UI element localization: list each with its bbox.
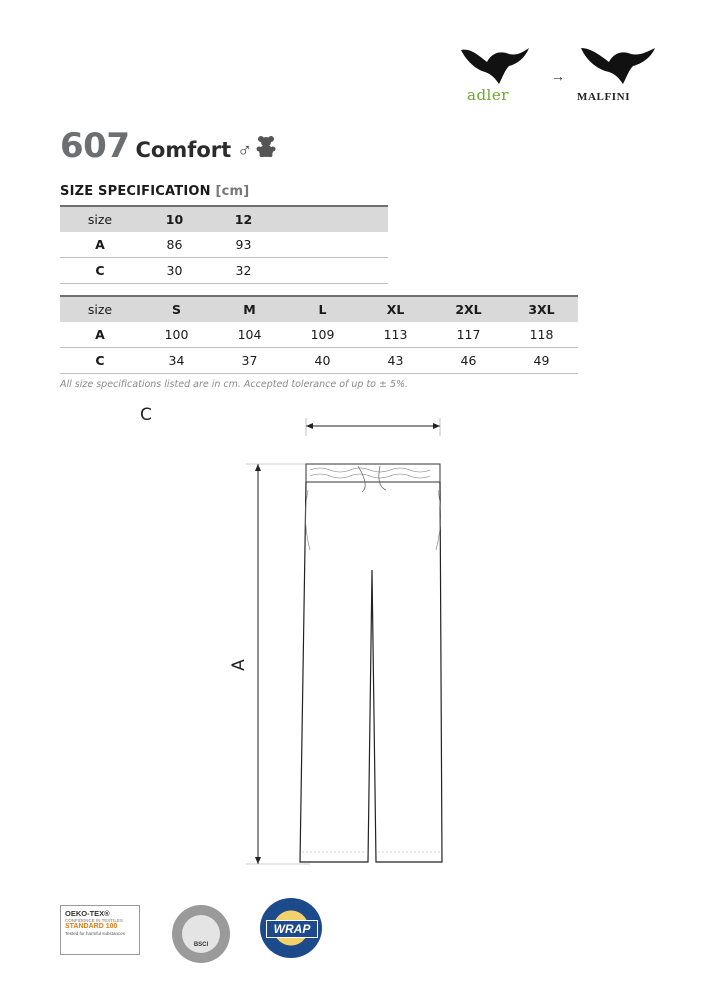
adler-bird-logo <box>459 42 531 87</box>
product-code: 607 <box>60 126 130 166</box>
oeko-line4: Tested for harmful substances <box>65 931 126 936</box>
value-cell: 104 <box>213 322 286 348</box>
adler-logo-text: adler <box>467 86 509 104</box>
dimension-a-label: A <box>228 659 249 671</box>
row-label: A <box>60 232 140 258</box>
value-cell: 113 <box>359 322 432 348</box>
wrap-badge <box>260 898 322 958</box>
male-symbol-icon: ♂ <box>237 140 253 162</box>
oeko-line3: STANDARD 100 <box>65 923 118 930</box>
value-cell: 86 <box>140 232 209 258</box>
size-header-cell: size <box>60 206 140 232</box>
malfini-bird-logo <box>579 42 657 87</box>
value-cell: 93 <box>209 232 278 258</box>
table-row <box>60 348 578 374</box>
kids-size-table <box>60 205 388 284</box>
product-name: Comfort <box>135 138 232 162</box>
oeko-line1: OEKO-TEX® <box>65 909 110 918</box>
malfini-logo-text: MALFINI <box>577 91 631 103</box>
size-specification-heading <box>60 184 249 199</box>
size-cell: XL <box>359 296 432 322</box>
table-row <box>60 232 388 258</box>
value-cell: 43 <box>359 348 432 374</box>
oeko-tex-badge <box>60 905 140 955</box>
arrow-icon: → <box>551 68 565 84</box>
row-label: C <box>60 348 140 374</box>
tolerance-note: All size specifications listed are in cm. Accepted tolerance of up to ± 5%. <box>60 379 409 390</box>
value-cell: 37 <box>213 348 286 374</box>
size-cell: 3XL <box>505 296 578 322</box>
bsci-text: BSCI <box>182 915 220 953</box>
adult-size-table <box>60 295 578 374</box>
row-label: C <box>60 258 140 284</box>
value-cell: 49 <box>505 348 578 374</box>
value-cell: 32 <box>209 258 278 284</box>
size-cell: 12 <box>209 206 278 232</box>
size-cell: S <box>140 296 213 322</box>
trousers-diagram <box>230 400 490 870</box>
table-row <box>60 258 388 284</box>
table-header-row <box>60 206 388 232</box>
size-cell: M <box>213 296 286 322</box>
value-cell: 117 <box>432 322 505 348</box>
value-cell: 109 <box>286 322 359 348</box>
value-cell: 40 <box>286 348 359 374</box>
size-cell: 2XL <box>432 296 505 322</box>
table-header-row <box>60 296 578 322</box>
wrap-text: WRAP <box>266 920 318 938</box>
table-row <box>60 322 578 348</box>
product-title <box>60 126 276 166</box>
row-label: A <box>60 322 140 348</box>
oeko-line2: CONFIDENCE IN TEXTILES <box>65 918 123 923</box>
spec-title-text: SIZE SPECIFICATION <box>60 184 211 199</box>
brand-header <box>459 42 659 112</box>
teddy-bear-icon <box>256 135 276 157</box>
value-cell: 46 <box>432 348 505 374</box>
value-cell: 30 <box>140 258 209 284</box>
bsci-badge <box>172 905 230 963</box>
spec-unit-text: [cm] <box>215 184 250 199</box>
dimension-c-label: C <box>140 405 152 425</box>
size-cell: L <box>286 296 359 322</box>
value-cell: 34 <box>140 348 213 374</box>
size-header-cell: size <box>60 296 140 322</box>
value-cell: 118 <box>505 322 578 348</box>
value-cell: 100 <box>140 322 213 348</box>
size-cell: 10 <box>140 206 209 232</box>
